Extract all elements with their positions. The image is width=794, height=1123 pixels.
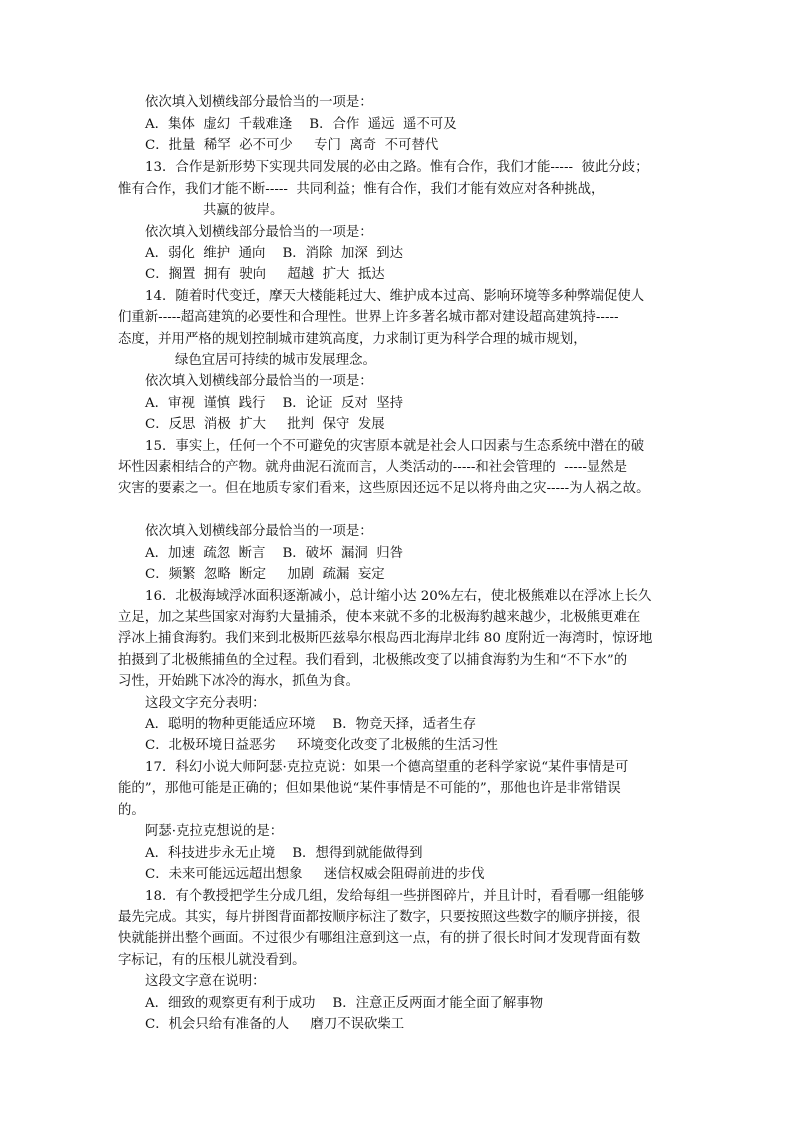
question-18-text: 18．有个教授把学生分成几组，发给每组一些拼图碎片，并且计时，看看哪一组能够 — [145, 889, 645, 904]
question-17-text: 17．科幻小说大师阿瑟·克拉克说：如果一个德高望重的老科学家说“某件事情是可 — [145, 760, 629, 775]
paragraph-line: 能的”，那他可能是正确的；但如果他说“某件事情是不可能的”，那他也许是非常错误 — [118, 781, 621, 796]
paragraph-line: 共赢的彼岸。 — [203, 203, 284, 218]
answer-option-line: A．聪明的物种更能适应环境 B．物竞天择，适者生存 — [145, 717, 477, 732]
paragraph-line: 们重新-----超高建筑的必要性和合理性。世界上许多著名城市都对建设超高建筑持----- — [118, 310, 619, 325]
question-15-text: 15．事实上，任何一个不可避免的灾害原本就是社会人口因素与生态系统中潜在的破 — [145, 439, 645, 454]
paragraph-line: 惟有合作，我们才能不断----- 共同利益；惟有合作，我们才能有效应对各种挑战， — [118, 182, 605, 197]
question-13-text: 13．合作是新形势下实现共同发展的必由之路。惟有合作，我们才能----- 彼此分歧； — [145, 160, 649, 175]
paragraph-line: 最先完成。其实，每片拼图背面都按顺序标注了数字，只要按照这些数字的顺序拼接，很 — [118, 910, 641, 925]
answer-option-line: C．搁置 拥有 驶向 超越 扩大 抵达 — [145, 267, 385, 282]
paragraph-line: 快就能拼出整个画面。不过很少有哪组注意到这一点，有的拼了很长时间才发现背面有数 — [118, 931, 641, 946]
question-prompt: 依次填入划横线部分最恰当的一项是： — [145, 374, 373, 389]
answer-option-line: A．弱化 维护 通向 B．消除 加深 到达 — [145, 246, 404, 261]
question-16-text: 16．北极海域浮冰面积逐渐减小，总计缩小达 20%左右，使北极熊难以在浮冰上长久 — [145, 589, 652, 604]
question-prompt: 这段文字充分表明： — [145, 696, 266, 711]
paragraph-line: 拍摄到了北极熊捕鱼的全过程。我们看到，北极熊改变了以捕食海豹为生和“不下水”的 — [118, 653, 628, 668]
question-prompt: 阿瑟·克拉克想说的是： — [145, 824, 284, 839]
answer-option-line: A．科技进步永无止境 B．想得到就能做得到 — [145, 846, 423, 861]
paragraph-line: 绿色宜居可持续的城市发展理念。 — [175, 353, 376, 368]
answer-option-line: C．机会只给有准备的人 磨刀不误砍柴工 — [145, 1017, 405, 1032]
answer-option-line: C．频繁 忽略 断定 加剧 疏漏 妄定 — [145, 567, 385, 582]
question-prompt: 依次填入划横线部分最恰当的一项是： — [145, 524, 373, 539]
answer-option-line: C．批量 稀罕 必不可少 专门 离奇 不可替代 — [145, 138, 439, 153]
paragraph-line: 的。 — [118, 803, 145, 818]
paragraph-line: 习性，开始跳下冰冷的海水，抓鱼为食。 — [118, 674, 360, 689]
paragraph-line: 坏性因素相结合的产物。就舟曲泥石流而言，人类活动的-----和社会管理的 -----显然是 — [118, 460, 628, 475]
answer-option-line: A．集体 虚幻 千载难逢 B．合作 遥远 遥不可及 — [145, 117, 457, 132]
answer-option-line: A．审视 谨慎 践行 B．论证 反对 坚持 — [145, 396, 404, 411]
answer-option-line: A．细致的观察更有利于成功 B．注意正反两面才能全面了解事物 — [145, 996, 544, 1011]
answer-option-line: C．未来可能远远超出想象 迷信权威会阻碍前进的步伐 — [145, 867, 485, 882]
answer-option-line: A．加速 疏忽 断言 B．破坏 漏洞 归咎 — [145, 546, 404, 561]
paragraph-line: 浮冰上捕食海豹。我们来到北极斯匹兹皋尔根岛西北海岸北纬 80 度附近一海湾时，惊讶地 — [118, 631, 653, 646]
question-prompt: 依次填入划横线部分最恰当的一项是： — [145, 95, 373, 110]
answer-option-line: C．反思 消极 扩大 批判 保守 发展 — [145, 417, 385, 432]
question-14-text: 14．随着时代变迁，摩天大楼能耗过大、维护成本过高、影响环境等多种弊端促使人 — [145, 289, 645, 304]
paragraph-line: 灾害的要素之一。但在地质专家们看来，这些原因还远不足以将舟曲之灾-----为人祸之故。 — [118, 481, 650, 496]
paragraph-line: 字标记，有的压根儿就没看到。 — [118, 953, 306, 968]
question-prompt: 这段文字意在说明： — [145, 974, 266, 989]
paragraph-line: 态度，并用严格的规划控制城市建筑高度，力求制订更为科学合理的城市规划， — [118, 332, 587, 347]
answer-option-line: C．北极环境日益恶劣 环境变化改变了北极熊的生活习性 — [145, 738, 498, 753]
paragraph-line: 立足，加之某些国家对海豹大量捕杀，使本来就不多的北极海豹越来越少，北极熊更难在 — [118, 610, 641, 625]
question-prompt: 依次填入划横线部分最恰当的一项是： — [145, 225, 373, 240]
